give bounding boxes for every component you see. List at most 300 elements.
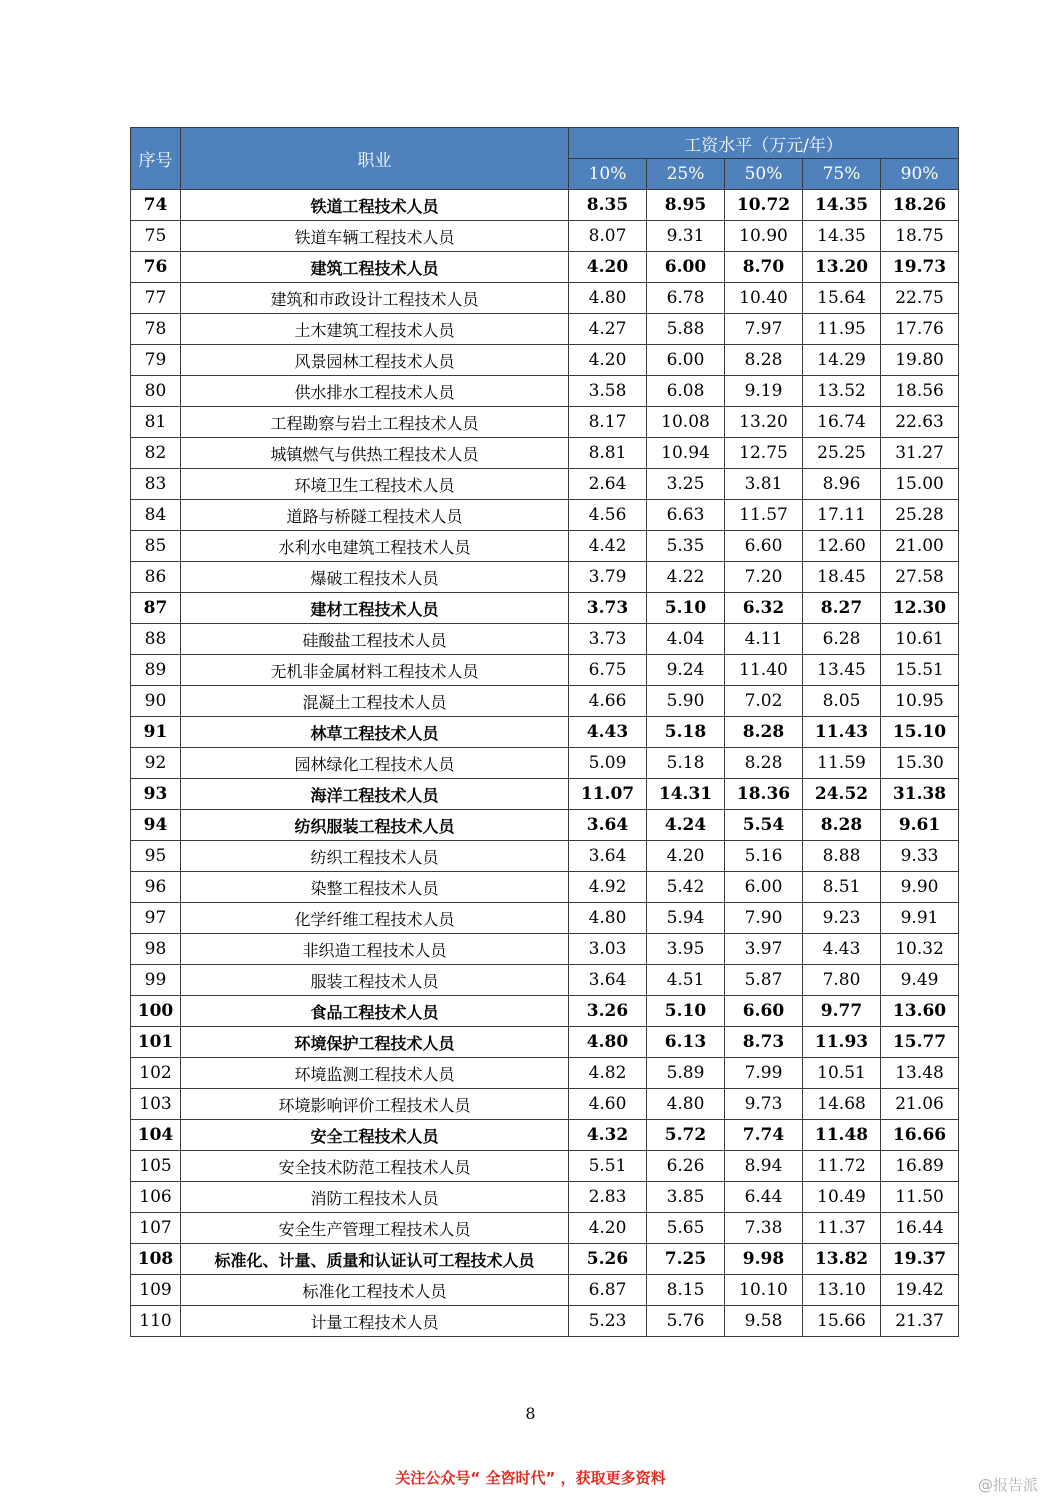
header-occupation: 职业 bbox=[181, 128, 569, 190]
wage-p10-cell: 11.07 bbox=[569, 779, 647, 810]
wage-p25-cell: 6.78 bbox=[647, 283, 725, 314]
wage-p50-cell: 9.98 bbox=[725, 1244, 803, 1275]
wage-p75-cell: 15.64 bbox=[803, 283, 881, 314]
serial-no-cell: 100 bbox=[131, 996, 181, 1027]
serial-no-cell: 83 bbox=[131, 469, 181, 500]
wage-p25-cell: 4.51 bbox=[647, 965, 725, 996]
serial-no-cell: 86 bbox=[131, 562, 181, 593]
occupation-cell: 安全生产管理工程技术人员 bbox=[181, 1213, 569, 1244]
serial-no-cell: 77 bbox=[131, 283, 181, 314]
occupation-cell: 化学纤维工程技术人员 bbox=[181, 903, 569, 934]
wage-p50-cell: 13.20 bbox=[725, 407, 803, 438]
wage-p90-cell: 12.30 bbox=[881, 593, 959, 624]
table-row bbox=[131, 717, 959, 748]
serial-no-cell: 103 bbox=[131, 1089, 181, 1120]
serial-no-cell: 95 bbox=[131, 841, 181, 872]
wage-p90-cell: 21.06 bbox=[881, 1089, 959, 1120]
wage-p75-cell: 15.66 bbox=[803, 1306, 881, 1337]
wage-p10-cell: 4.42 bbox=[569, 531, 647, 562]
wage-p10-cell: 3.03 bbox=[569, 934, 647, 965]
table-row bbox=[131, 841, 959, 872]
wage-p75-cell: 17.11 bbox=[803, 500, 881, 531]
occupation-cell: 纺织工程技术人员 bbox=[181, 841, 569, 872]
table-row bbox=[131, 996, 959, 1027]
wage-p90-cell: 15.77 bbox=[881, 1027, 959, 1058]
wage-p50-cell: 6.32 bbox=[725, 593, 803, 624]
wage-p25-cell: 4.80 bbox=[647, 1089, 725, 1120]
serial-no-cell: 82 bbox=[131, 438, 181, 469]
occupation-cell: 环境影响评价工程技术人员 bbox=[181, 1089, 569, 1120]
wage-p50-cell: 8.73 bbox=[725, 1027, 803, 1058]
occupation-cell: 环境保护工程技术人员 bbox=[181, 1027, 569, 1058]
wage-p10-cell: 2.64 bbox=[569, 469, 647, 500]
wage-p90-cell: 10.61 bbox=[881, 624, 959, 655]
wage-p75-cell: 11.48 bbox=[803, 1120, 881, 1151]
table-row bbox=[131, 531, 959, 562]
occupation-cell: 安全技术防范工程技术人员 bbox=[181, 1151, 569, 1182]
header-p75: 75% bbox=[803, 159, 881, 190]
occupation-cell: 环境监测工程技术人员 bbox=[181, 1058, 569, 1089]
wage-p50-cell: 4.11 bbox=[725, 624, 803, 655]
wage-p25-cell: 3.95 bbox=[647, 934, 725, 965]
wage-p75-cell: 24.52 bbox=[803, 779, 881, 810]
wage-p90-cell: 19.42 bbox=[881, 1275, 959, 1306]
wage-p25-cell: 6.00 bbox=[647, 252, 725, 283]
wage-p10-cell: 3.73 bbox=[569, 593, 647, 624]
serial-no-cell: 108 bbox=[131, 1244, 181, 1275]
wage-p25-cell: 3.25 bbox=[647, 469, 725, 500]
wage-p90-cell: 31.38 bbox=[881, 779, 959, 810]
wage-p25-cell: 5.18 bbox=[647, 717, 725, 748]
wage-p90-cell: 31.27 bbox=[881, 438, 959, 469]
wage-p90-cell: 18.56 bbox=[881, 376, 959, 407]
wage-p25-cell: 5.88 bbox=[647, 314, 725, 345]
wage-p50-cell: 8.28 bbox=[725, 345, 803, 376]
serial-no-cell: 97 bbox=[131, 903, 181, 934]
table-row bbox=[131, 779, 959, 810]
occupation-cell: 供水排水工程技术人员 bbox=[181, 376, 569, 407]
serial-no-cell: 92 bbox=[131, 748, 181, 779]
wage-p10-cell: 6.75 bbox=[569, 655, 647, 686]
header-p90: 90% bbox=[881, 159, 959, 190]
wage-p25-cell: 6.26 bbox=[647, 1151, 725, 1182]
wage-p25-cell: 5.90 bbox=[647, 686, 725, 717]
serial-no-cell: 105 bbox=[131, 1151, 181, 1182]
wage-p90-cell: 16.44 bbox=[881, 1213, 959, 1244]
wage-p25-cell: 5.65 bbox=[647, 1213, 725, 1244]
wage-p90-cell: 22.75 bbox=[881, 283, 959, 314]
table-row bbox=[131, 190, 959, 221]
occupation-cell: 城镇燃气与供热工程技术人员 bbox=[181, 438, 569, 469]
wage-p10-cell: 8.35 bbox=[569, 190, 647, 221]
occupation-cell: 硅酸盐工程技术人员 bbox=[181, 624, 569, 655]
table-row bbox=[131, 872, 959, 903]
wage-p75-cell: 8.05 bbox=[803, 686, 881, 717]
wage-p10-cell: 8.07 bbox=[569, 221, 647, 252]
wage-p50-cell: 7.97 bbox=[725, 314, 803, 345]
wage-p25-cell: 10.94 bbox=[647, 438, 725, 469]
wage-p90-cell: 15.30 bbox=[881, 748, 959, 779]
wage-p25-cell: 9.24 bbox=[647, 655, 725, 686]
wage-p90-cell: 15.00 bbox=[881, 469, 959, 500]
wage-p75-cell: 18.45 bbox=[803, 562, 881, 593]
wage-p10-cell: 3.73 bbox=[569, 624, 647, 655]
wage-p25-cell: 5.94 bbox=[647, 903, 725, 934]
wage-p75-cell: 10.51 bbox=[803, 1058, 881, 1089]
wage-p50-cell: 3.81 bbox=[725, 469, 803, 500]
wage-p90-cell: 15.51 bbox=[881, 655, 959, 686]
table-row bbox=[131, 686, 959, 717]
wage-p25-cell: 4.24 bbox=[647, 810, 725, 841]
wage-p50-cell: 12.75 bbox=[725, 438, 803, 469]
wage-p90-cell: 10.95 bbox=[881, 686, 959, 717]
wage-p50-cell: 6.60 bbox=[725, 531, 803, 562]
table-row bbox=[131, 934, 959, 965]
table-row bbox=[131, 655, 959, 686]
wage-p50-cell: 7.74 bbox=[725, 1120, 803, 1151]
wage-p90-cell: 22.63 bbox=[881, 407, 959, 438]
wage-p50-cell: 7.02 bbox=[725, 686, 803, 717]
table-row bbox=[131, 965, 959, 996]
wage-p75-cell: 8.27 bbox=[803, 593, 881, 624]
table-row bbox=[131, 283, 959, 314]
wage-p50-cell: 6.44 bbox=[725, 1182, 803, 1213]
wage-p75-cell: 11.43 bbox=[803, 717, 881, 748]
wage-p75-cell: 8.96 bbox=[803, 469, 881, 500]
serial-no-cell: 80 bbox=[131, 376, 181, 407]
wage-p90-cell: 13.48 bbox=[881, 1058, 959, 1089]
wage-p10-cell: 3.64 bbox=[569, 810, 647, 841]
wage-p75-cell: 6.28 bbox=[803, 624, 881, 655]
wage-p25-cell: 9.31 bbox=[647, 221, 725, 252]
occupation-cell: 爆破工程技术人员 bbox=[181, 562, 569, 593]
serial-no-cell: 79 bbox=[131, 345, 181, 376]
occupation-cell: 消防工程技术人员 bbox=[181, 1182, 569, 1213]
wage-p90-cell: 11.50 bbox=[881, 1182, 959, 1213]
wage-p75-cell: 16.74 bbox=[803, 407, 881, 438]
wage-p90-cell: 16.66 bbox=[881, 1120, 959, 1151]
wage-p50-cell: 9.73 bbox=[725, 1089, 803, 1120]
serial-no-cell: 91 bbox=[131, 717, 181, 748]
wage-p25-cell: 5.76 bbox=[647, 1306, 725, 1337]
serial-no-cell: 76 bbox=[131, 252, 181, 283]
wage-p90-cell: 21.00 bbox=[881, 531, 959, 562]
wage-p10-cell: 4.27 bbox=[569, 314, 647, 345]
wage-p50-cell: 7.38 bbox=[725, 1213, 803, 1244]
wage-p25-cell: 8.95 bbox=[647, 190, 725, 221]
wage-p25-cell: 14.31 bbox=[647, 779, 725, 810]
serial-no-cell: 89 bbox=[131, 655, 181, 686]
wage-p25-cell: 6.00 bbox=[647, 345, 725, 376]
table-row bbox=[131, 314, 959, 345]
wage-p90-cell: 15.10 bbox=[881, 717, 959, 748]
wage-p10-cell: 5.51 bbox=[569, 1151, 647, 1182]
wage-p75-cell: 10.49 bbox=[803, 1182, 881, 1213]
wage-p75-cell: 13.10 bbox=[803, 1275, 881, 1306]
wage-p75-cell: 14.68 bbox=[803, 1089, 881, 1120]
wage-p90-cell: 18.75 bbox=[881, 221, 959, 252]
wage-p90-cell: 9.49 bbox=[881, 965, 959, 996]
wage-p10-cell: 3.64 bbox=[569, 965, 647, 996]
wage-p75-cell: 13.52 bbox=[803, 376, 881, 407]
wage-table bbox=[130, 127, 959, 1337]
header-p10: 10% bbox=[569, 159, 647, 190]
wage-p25-cell: 4.20 bbox=[647, 841, 725, 872]
page-number: 8 bbox=[525, 1404, 536, 1423]
occupation-cell: 风景园林工程技术人员 bbox=[181, 345, 569, 376]
header-wage-level: 工资水平（万元/年） bbox=[569, 128, 959, 159]
wage-p10-cell: 4.20 bbox=[569, 345, 647, 376]
wage-p10-cell: 4.66 bbox=[569, 686, 647, 717]
occupation-cell: 道路与桥隧工程技术人员 bbox=[181, 500, 569, 531]
header-p25: 25% bbox=[647, 159, 725, 190]
table-row bbox=[131, 376, 959, 407]
wage-p50-cell: 6.60 bbox=[725, 996, 803, 1027]
wage-p75-cell: 13.20 bbox=[803, 252, 881, 283]
wage-p50-cell: 10.40 bbox=[725, 283, 803, 314]
occupation-cell: 海洋工程技术人员 bbox=[181, 779, 569, 810]
wage-p75-cell: 11.95 bbox=[803, 314, 881, 345]
serial-no-cell: 101 bbox=[131, 1027, 181, 1058]
serial-no-cell: 98 bbox=[131, 934, 181, 965]
wage-p50-cell: 8.28 bbox=[725, 748, 803, 779]
occupation-cell: 标准化工程技术人员 bbox=[181, 1275, 569, 1306]
wage-p90-cell: 21.37 bbox=[881, 1306, 959, 1337]
serial-no-cell: 75 bbox=[131, 221, 181, 252]
occupation-cell: 食品工程技术人员 bbox=[181, 996, 569, 1027]
wage-p50-cell: 7.90 bbox=[725, 903, 803, 934]
table-row bbox=[131, 1058, 959, 1089]
table-row bbox=[131, 1275, 959, 1306]
occupation-cell: 混凝土工程技术人员 bbox=[181, 686, 569, 717]
wage-p75-cell: 25.25 bbox=[803, 438, 881, 469]
occupation-cell: 建筑工程技术人员 bbox=[181, 252, 569, 283]
wage-p50-cell: 5.54 bbox=[725, 810, 803, 841]
occupation-cell: 环境卫生工程技术人员 bbox=[181, 469, 569, 500]
wage-p25-cell: 5.42 bbox=[647, 872, 725, 903]
wage-p25-cell: 5.72 bbox=[647, 1120, 725, 1151]
wage-p25-cell: 5.10 bbox=[647, 996, 725, 1027]
wage-p50-cell: 18.36 bbox=[725, 779, 803, 810]
wage-p90-cell: 25.28 bbox=[881, 500, 959, 531]
table-row bbox=[131, 345, 959, 376]
table-row bbox=[131, 500, 959, 531]
serial-no-cell: 110 bbox=[131, 1306, 181, 1337]
header-serial-no: 序号 bbox=[131, 128, 181, 190]
header-p50: 50% bbox=[725, 159, 803, 190]
wage-p10-cell: 3.58 bbox=[569, 376, 647, 407]
wage-p90-cell: 9.33 bbox=[881, 841, 959, 872]
serial-no-cell: 74 bbox=[131, 190, 181, 221]
wage-p75-cell: 8.51 bbox=[803, 872, 881, 903]
table-header bbox=[131, 128, 959, 190]
wage-p75-cell: 4.43 bbox=[803, 934, 881, 965]
wage-p75-cell: 11.93 bbox=[803, 1027, 881, 1058]
wage-p75-cell: 9.77 bbox=[803, 996, 881, 1027]
wage-p25-cell: 6.13 bbox=[647, 1027, 725, 1058]
wage-p50-cell: 11.40 bbox=[725, 655, 803, 686]
table-row bbox=[131, 748, 959, 779]
wage-p90-cell: 9.61 bbox=[881, 810, 959, 841]
wage-p10-cell: 4.56 bbox=[569, 500, 647, 531]
wage-p10-cell: 4.80 bbox=[569, 283, 647, 314]
wage-p90-cell: 19.80 bbox=[881, 345, 959, 376]
serial-no-cell: 99 bbox=[131, 965, 181, 996]
serial-no-cell: 102 bbox=[131, 1058, 181, 1089]
wage-p10-cell: 5.26 bbox=[569, 1244, 647, 1275]
serial-no-cell: 109 bbox=[131, 1275, 181, 1306]
wage-p10-cell: 2.83 bbox=[569, 1182, 647, 1213]
wage-p90-cell: 13.60 bbox=[881, 996, 959, 1027]
occupation-cell: 安全工程技术人员 bbox=[181, 1120, 569, 1151]
wage-p10-cell: 4.60 bbox=[569, 1089, 647, 1120]
wage-p90-cell: 19.37 bbox=[881, 1244, 959, 1275]
occupation-cell: 工程勘察与岩土工程技术人员 bbox=[181, 407, 569, 438]
wage-p75-cell: 9.23 bbox=[803, 903, 881, 934]
table-row bbox=[131, 1089, 959, 1120]
table-body bbox=[131, 190, 959, 1337]
wage-p50-cell: 10.10 bbox=[725, 1275, 803, 1306]
table-row bbox=[131, 221, 959, 252]
serial-no-cell: 78 bbox=[131, 314, 181, 345]
table-row bbox=[131, 1151, 959, 1182]
wage-p50-cell: 9.58 bbox=[725, 1306, 803, 1337]
wage-p50-cell: 5.16 bbox=[725, 841, 803, 872]
wage-p25-cell: 6.63 bbox=[647, 500, 725, 531]
table-row bbox=[131, 1182, 959, 1213]
wage-p90-cell: 27.58 bbox=[881, 562, 959, 593]
wage-p25-cell: 4.04 bbox=[647, 624, 725, 655]
wage-p90-cell: 16.89 bbox=[881, 1151, 959, 1182]
footer-promo-text: 关注公众号“ 全咨时代” ，获取更多资料 bbox=[395, 1469, 666, 1487]
occupation-cell: 服装工程技术人员 bbox=[181, 965, 569, 996]
wage-p75-cell: 11.72 bbox=[803, 1151, 881, 1182]
occupation-cell: 园林绿化工程技术人员 bbox=[181, 748, 569, 779]
serial-no-cell: 85 bbox=[131, 531, 181, 562]
wage-p10-cell: 6.87 bbox=[569, 1275, 647, 1306]
table-row bbox=[131, 1213, 959, 1244]
occupation-cell: 纺织服装工程技术人员 bbox=[181, 810, 569, 841]
table-row bbox=[131, 810, 959, 841]
wage-p25-cell: 5.35 bbox=[647, 531, 725, 562]
occupation-cell: 染整工程技术人员 bbox=[181, 872, 569, 903]
wage-p50-cell: 6.00 bbox=[725, 872, 803, 903]
serial-no-cell: 87 bbox=[131, 593, 181, 624]
serial-no-cell: 90 bbox=[131, 686, 181, 717]
wage-p10-cell: 5.23 bbox=[569, 1306, 647, 1337]
table-row bbox=[131, 1120, 959, 1151]
wage-p50-cell: 10.90 bbox=[725, 221, 803, 252]
occupation-cell: 建材工程技术人员 bbox=[181, 593, 569, 624]
wage-p10-cell: 8.17 bbox=[569, 407, 647, 438]
table-row bbox=[131, 252, 959, 283]
wage-p50-cell: 10.72 bbox=[725, 190, 803, 221]
wage-p75-cell: 11.59 bbox=[803, 748, 881, 779]
table-row bbox=[131, 1306, 959, 1337]
wage-p90-cell: 19.73 bbox=[881, 252, 959, 283]
occupation-cell: 铁道车辆工程技术人员 bbox=[181, 221, 569, 252]
wage-p90-cell: 10.32 bbox=[881, 934, 959, 965]
serial-no-cell: 94 bbox=[131, 810, 181, 841]
wage-p10-cell: 4.20 bbox=[569, 252, 647, 283]
wage-p10-cell: 4.82 bbox=[569, 1058, 647, 1089]
wage-p25-cell: 6.08 bbox=[647, 376, 725, 407]
wage-p25-cell: 7.25 bbox=[647, 1244, 725, 1275]
occupation-cell: 标准化、计量、质量和认证认可工程技术人员 bbox=[181, 1244, 569, 1275]
wage-p10-cell: 4.92 bbox=[569, 872, 647, 903]
serial-no-cell: 106 bbox=[131, 1182, 181, 1213]
serial-no-cell: 93 bbox=[131, 779, 181, 810]
table-row bbox=[131, 469, 959, 500]
wage-p10-cell: 3.64 bbox=[569, 841, 647, 872]
occupation-cell: 水利水电建筑工程技术人员 bbox=[181, 531, 569, 562]
wage-p25-cell: 10.08 bbox=[647, 407, 725, 438]
table-row bbox=[131, 1244, 959, 1275]
occupation-cell: 林草工程技术人员 bbox=[181, 717, 569, 748]
occupation-cell: 土木建筑工程技术人员 bbox=[181, 314, 569, 345]
wage-p50-cell: 3.97 bbox=[725, 934, 803, 965]
wage-p50-cell: 7.99 bbox=[725, 1058, 803, 1089]
wage-p10-cell: 4.20 bbox=[569, 1213, 647, 1244]
wage-p25-cell: 8.15 bbox=[647, 1275, 725, 1306]
serial-no-cell: 107 bbox=[131, 1213, 181, 1244]
wage-p90-cell: 17.76 bbox=[881, 314, 959, 345]
wage-p10-cell: 4.80 bbox=[569, 1027, 647, 1058]
wage-p50-cell: 8.28 bbox=[725, 717, 803, 748]
wage-p75-cell: 12.60 bbox=[803, 531, 881, 562]
wage-p10-cell: 4.32 bbox=[569, 1120, 647, 1151]
wage-p50-cell: 8.70 bbox=[725, 252, 803, 283]
wage-p75-cell: 8.88 bbox=[803, 841, 881, 872]
wage-p75-cell: 14.29 bbox=[803, 345, 881, 376]
wage-p90-cell: 18.26 bbox=[881, 190, 959, 221]
table-row bbox=[131, 407, 959, 438]
wage-p75-cell: 14.35 bbox=[803, 221, 881, 252]
occupation-cell: 非织造工程技术人员 bbox=[181, 934, 569, 965]
wage-p75-cell: 13.45 bbox=[803, 655, 881, 686]
occupation-cell: 铁道工程技术人员 bbox=[181, 190, 569, 221]
table-row bbox=[131, 438, 959, 469]
wage-p75-cell: 14.35 bbox=[803, 190, 881, 221]
wage-p75-cell: 7.80 bbox=[803, 965, 881, 996]
table-row bbox=[131, 903, 959, 934]
serial-no-cell: 84 bbox=[131, 500, 181, 531]
serial-no-cell: 96 bbox=[131, 872, 181, 903]
serial-no-cell: 104 bbox=[131, 1120, 181, 1151]
table-row bbox=[131, 593, 959, 624]
serial-no-cell: 81 bbox=[131, 407, 181, 438]
wage-p25-cell: 3.85 bbox=[647, 1182, 725, 1213]
wage-p50-cell: 5.87 bbox=[725, 965, 803, 996]
wage-p75-cell: 13.82 bbox=[803, 1244, 881, 1275]
table-row bbox=[131, 562, 959, 593]
occupation-cell: 无机非金属材料工程技术人员 bbox=[181, 655, 569, 686]
occupation-cell: 计量工程技术人员 bbox=[181, 1306, 569, 1337]
table-row bbox=[131, 1027, 959, 1058]
wage-p25-cell: 5.89 bbox=[647, 1058, 725, 1089]
watermark: @报告派 bbox=[978, 1476, 1039, 1494]
wage-p25-cell: 5.18 bbox=[647, 748, 725, 779]
wage-p75-cell: 8.28 bbox=[803, 810, 881, 841]
occupation-cell: 建筑和市政设计工程技术人员 bbox=[181, 283, 569, 314]
wage-p10-cell: 4.80 bbox=[569, 903, 647, 934]
wage-p90-cell: 9.90 bbox=[881, 872, 959, 903]
wage-p10-cell: 5.09 bbox=[569, 748, 647, 779]
table-row bbox=[131, 624, 959, 655]
wage-p50-cell: 7.20 bbox=[725, 562, 803, 593]
wage-p75-cell: 11.37 bbox=[803, 1213, 881, 1244]
serial-no-cell: 88 bbox=[131, 624, 181, 655]
